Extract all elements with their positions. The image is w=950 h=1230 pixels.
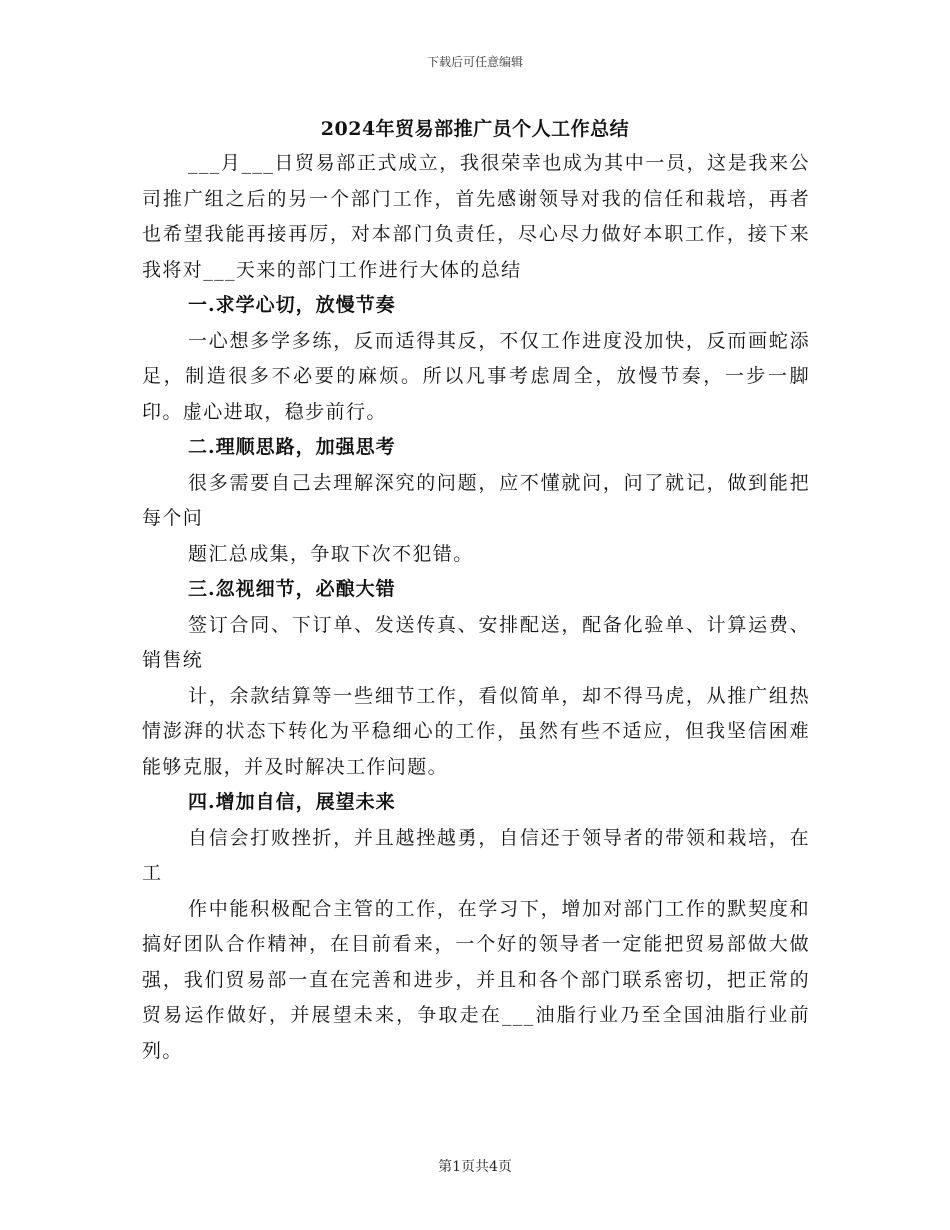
section-4-paragraph-2: 作中能积极配合主管的工作，在学习下，增加对部门工作的默契度和搞好团队合作精神，在目前看来，一个好的领导者一定能把贸易部做大做强，我们贸易部一直在完善和进步，并且和各个部门联系密切，把正常的贸易运作做好，并展望未来，争取走在___油脂行业乃至全国油脂行业前列。 (142, 897, 810, 1062)
section-1-paragraph-1: 一心想多学多练，反而适得其反，不仅工作进度没加快，反而画蛇添足，制造很多不必要的麻烦。所以凡事考虑周全，放慢节奏，一步一脚印。虚心进取，稳步前行。 (142, 329, 810, 423)
section-2-paragraph-1: 很多需要自己去理解深究的问题，应不懂就问，问了就记，做到能把每个问 (142, 471, 810, 529)
page-footer: 第1页共4页 (438, 1159, 512, 1175)
document-body (142, 146, 810, 1069)
section-3-paragraph-2: 计，余款结算等一些细节工作，看似简单，却不得马虎，从推广组热情澎湃的状态下转化为平稳细心的工作，虽然有些不适应，但我坚信困难能够克服，并及时解决工作问题。 (142, 684, 810, 778)
intro-paragraph: ___月___日贸易部正式成立，我很荣幸也成为其中一员，这是我来公司推广组之后的另一个部门工作，首先感谢领导对我的信任和栽培，再者也希望我能再接再厉，对本部门负责任，尽心尽力做好本职工作，接下来我将对___天来的部门工作进行大体的总结 (142, 152, 810, 281)
section-heading-3: 三.忽视细节，必酿大错 (188, 578, 396, 600)
section-heading-1: 一.求学心切，放慢节奏 (188, 294, 396, 316)
section-heading-2: 二.理顺思路，加强思考 (188, 436, 396, 458)
section-2-paragraph-2: 题汇总成集，争取下次不犯错。 (188, 542, 474, 565)
document-title: 2024年贸易部推广员个人工作总结 (320, 118, 630, 140)
section-4-paragraph-1: 自信会打败挫折，并且越挫越勇，自信还于领导者的带领和栽培，在工 (142, 826, 810, 884)
header-note: 下载后可任意编辑 (426, 55, 523, 69)
section-heading-4: 四.增加自信，展望未来 (188, 791, 396, 813)
section-3-paragraph-1: 签订合同、下订单、发送传真、安排配送，配备化验单、计算运费、销售统 (142, 613, 810, 671)
